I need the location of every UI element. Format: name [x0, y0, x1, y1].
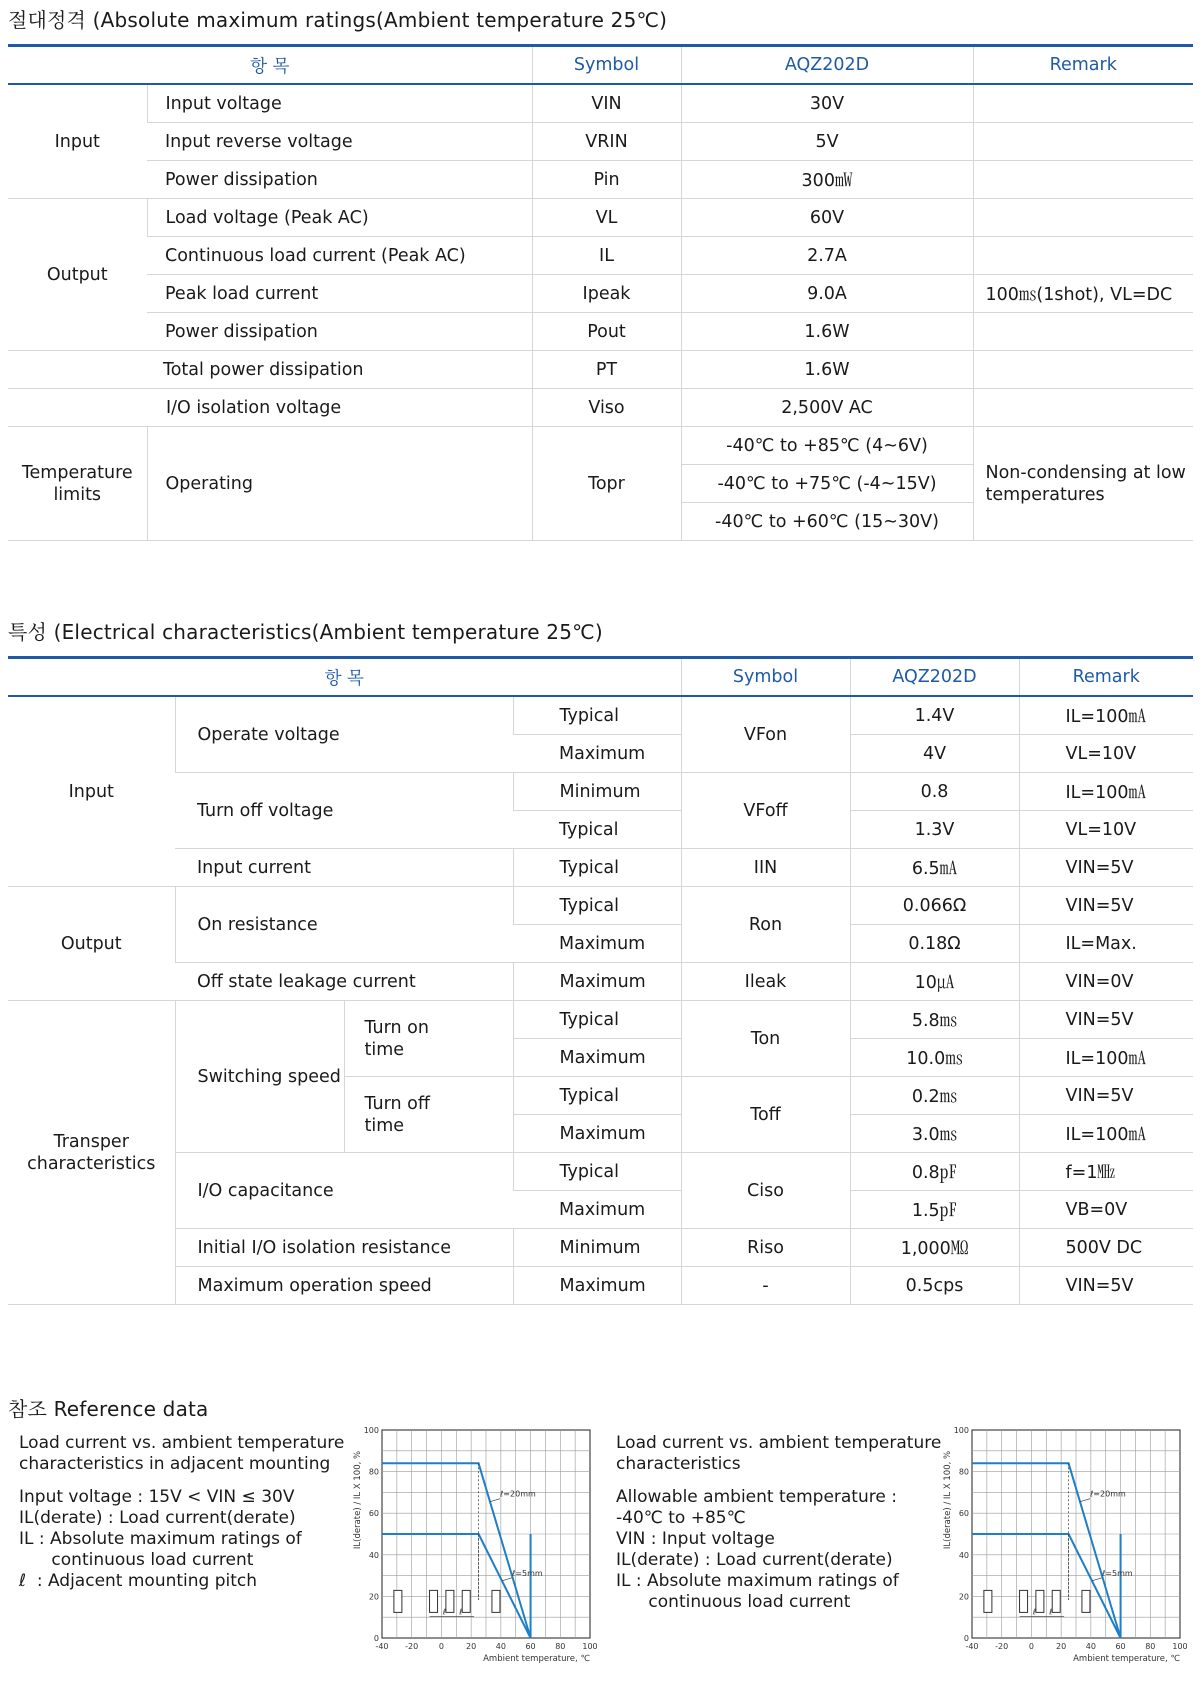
remark-cell: [973, 351, 1193, 389]
param-label: Initial I/O isolation resistance: [175, 1229, 513, 1267]
series-label: ℓ=5mm: [1101, 1568, 1133, 1578]
relay-package-icon: [446, 1590, 454, 1612]
param-label: Input voltage: [147, 84, 532, 123]
value-cell: 0.8: [850, 773, 1019, 811]
x-tick-label: 100: [1172, 1642, 1188, 1651]
remark-cell: VB=0V: [1019, 1191, 1193, 1229]
value-cell: 4V: [850, 735, 1019, 773]
abs-header-remark: Remark: [973, 46, 1193, 85]
y-tick-label: 60: [368, 1509, 379, 1519]
table-row: [8, 199, 1193, 237]
param-label: Power dissipation: [147, 161, 532, 199]
pitch-label: ℓ: [1032, 1607, 1037, 1617]
param-label: Input reverse voltage: [147, 123, 532, 161]
value-cell: 0.8㎊: [850, 1153, 1019, 1191]
param-label: Continuous load current (Peak AC): [147, 237, 532, 275]
condition-cell: Typical: [513, 1001, 681, 1039]
param-label: Operating: [147, 427, 532, 541]
value-cell: 5V: [681, 123, 973, 161]
group-label-output: Output: [8, 199, 147, 351]
remark-cell: [973, 313, 1193, 351]
ref-right-note: continuous load current: [616, 1592, 851, 1612]
relay-package-icon: [492, 1590, 500, 1612]
x-axis-label: Ambient temperature, ℃: [483, 1654, 590, 1664]
condition-cell: Minimum: [513, 1229, 681, 1267]
x-tick-label: 0: [438, 1642, 444, 1651]
table-row: [8, 1001, 1193, 1039]
table-row: [8, 84, 1193, 123]
table-row: [8, 161, 1193, 199]
ref-right-note: IL : Absolute maximum ratings of: [616, 1571, 899, 1591]
remark-cell: VL=10V: [1019, 735, 1193, 773]
param-label: I/O capacitance: [175, 1153, 513, 1229]
y-tick-label: 40: [958, 1550, 969, 1560]
ref-right-note: VIN : Input voltage: [616, 1529, 775, 1549]
condition-cell: Maximum: [513, 1115, 681, 1153]
x-tick-label: -40: [375, 1642, 389, 1651]
value-cell: 0.5cps: [850, 1267, 1019, 1305]
symbol-cell: VIN: [532, 84, 681, 123]
condition-cell: Maximum: [513, 735, 681, 773]
value-cell: 6.5㎃: [850, 849, 1019, 887]
y-tick-label: 80: [368, 1467, 379, 1477]
condition-cell: Maximum: [513, 1267, 681, 1305]
ref-left-note: IL : Absolute maximum ratings of: [19, 1529, 302, 1549]
symbol-cell: Ileak: [681, 963, 850, 1001]
table-row: [8, 887, 1193, 925]
group-label-input: Input: [8, 84, 147, 199]
value-cell: 1.6W: [681, 313, 973, 351]
y-tick-label: 80: [958, 1467, 969, 1477]
series-label: ℓ=20mm: [1090, 1489, 1126, 1499]
remark-cell: [973, 389, 1193, 427]
remark-cell: [973, 161, 1193, 199]
remark-cell: [973, 237, 1193, 275]
ref-right-note: -40℃ to +85℃: [616, 1508, 746, 1528]
group-label-transfer: Transper characteristics: [8, 1001, 175, 1305]
symbol-cell: Riso: [681, 1229, 850, 1267]
value-cell: 0.18Ω: [850, 925, 1019, 963]
y-tick-label: 0: [373, 1634, 379, 1643]
condition-cell: Typical: [513, 849, 681, 887]
elec-section-title: 특성 (Electrical characteristics(Ambient temperature 25℃): [8, 620, 603, 644]
table-row: [8, 1267, 1193, 1305]
symbol-cell: VFon: [681, 696, 850, 773]
value-cell: 3.0㎳: [850, 1115, 1019, 1153]
symbol-cell: VL: [532, 199, 681, 237]
derating-chart-adjacent: [346, 1420, 601, 1665]
y-tick-label: 40: [368, 1550, 379, 1560]
pitch-label: ℓ: [459, 1607, 463, 1617]
remark-cell: IL=100㎃: [1019, 773, 1193, 811]
remark-cell: 100㎳(1shot), VL=DC: [973, 275, 1193, 313]
remark-cell: VIN=5V: [1019, 1001, 1193, 1039]
elec-characteristics-table: [8, 656, 1193, 1305]
condition-cell: Typical: [513, 1077, 681, 1115]
table-row: [8, 237, 1193, 275]
abs-header-value: AQZ202D: [681, 46, 973, 85]
y-tick-label: 60: [958, 1509, 969, 1519]
param-label: Off state leakage current: [175, 963, 513, 1001]
elec-header-row: [8, 658, 1193, 697]
y-tick-label: 20: [958, 1592, 969, 1602]
value-cell: 1.4V: [850, 696, 1019, 735]
relay-package-icon: [1020, 1590, 1028, 1612]
x-tick-label: 80: [555, 1642, 566, 1651]
relay-package-icon: [984, 1590, 992, 1612]
condition-cell: Typical: [513, 1153, 681, 1191]
symbol-cell: Topr: [532, 427, 681, 541]
remark-cell: VIN=5V: [1019, 1077, 1193, 1115]
value-cell: -40℃ to +75℃ (-4~15V): [681, 465, 973, 503]
remark-cell: [973, 84, 1193, 123]
group-label-input: Input: [8, 696, 175, 887]
param-label: Power dissipation: [147, 313, 532, 351]
table-row: [8, 427, 1193, 465]
relay-package-icon: [462, 1590, 470, 1612]
ref-right-title-line: characteristics: [616, 1454, 741, 1474]
table-row: [8, 696, 1193, 735]
remark-cell: VIN=5V: [1019, 887, 1193, 925]
ref-left-note: continuous load current: [19, 1550, 254, 1570]
remark-cell: 500V DC: [1019, 1229, 1193, 1267]
x-tick-label: 80: [1145, 1642, 1156, 1651]
condition-cell: Typical: [513, 696, 681, 735]
symbol-cell: PT: [532, 351, 681, 389]
ref-right-note: IL(derate) : Load current(derate): [616, 1550, 893, 1570]
condition-cell: Maximum: [513, 1039, 681, 1077]
remark-cell: VL=10V: [1019, 811, 1193, 849]
remark-cell: [973, 123, 1193, 161]
symbol-cell: VFoff: [681, 773, 850, 849]
remark-cell: VIN=0V: [1019, 963, 1193, 1001]
remark-cell: IL=100㎃: [1019, 1115, 1193, 1153]
value-cell: 10㎂: [850, 963, 1019, 1001]
condition-cell: Minimum: [513, 773, 681, 811]
y-axis-label: IL(derate) / IL X 100, %: [353, 1450, 363, 1550]
value-cell: 1,000㏁: [850, 1229, 1019, 1267]
x-tick-label: 20: [466, 1642, 477, 1651]
table-row: [8, 963, 1193, 1001]
elec-header-symbol: Symbol: [681, 658, 850, 697]
elec-header-value: AQZ202D: [850, 658, 1019, 697]
value-cell: 10.0㎳: [850, 1039, 1019, 1077]
symbol-cell: Pout: [532, 313, 681, 351]
symbol-cell: Ciso: [681, 1153, 850, 1229]
abs-header-symbol: Symbol: [532, 46, 681, 85]
relay-package-icon: [430, 1590, 438, 1612]
table-row: [8, 773, 1193, 811]
value-cell: 300㎽: [681, 161, 973, 199]
value-cell: 1.6W: [681, 351, 973, 389]
abs-header-item: 항 목: [8, 46, 532, 85]
x-tick-label: -20: [995, 1642, 1009, 1651]
y-tick-label: 100: [953, 1426, 969, 1435]
condition-cell: Maximum: [513, 963, 681, 1001]
group-label-output: Output: [8, 887, 175, 1001]
derating-chart-svg: [936, 1420, 1191, 1665]
param-label: Maximum operation speed: [175, 1267, 513, 1305]
value-cell: -40℃ to +85℃ (4~6V): [681, 427, 973, 465]
ref-left-text: [19, 1433, 344, 1592]
condition-cell: Typical: [513, 811, 681, 849]
value-cell: 0.2㎳: [850, 1077, 1019, 1115]
symbol-cell: IIN: [681, 849, 850, 887]
pitch-label: ℓ: [1049, 1607, 1053, 1617]
x-tick-label: -40: [965, 1642, 979, 1651]
param-sublabel: Turn off time: [344, 1077, 513, 1153]
symbol-cell: Pin: [532, 161, 681, 199]
relay-package-icon: [1052, 1590, 1060, 1612]
value-cell: 2,500V AC: [681, 389, 973, 427]
value-cell: 60V: [681, 199, 973, 237]
condition-cell: Typical: [513, 887, 681, 925]
param-label: Turn off voltage: [175, 773, 513, 849]
condition-cell: Maximum: [513, 925, 681, 963]
elec-header-remark: Remark: [1019, 658, 1193, 697]
x-tick-label: 40: [1085, 1642, 1096, 1651]
param-sublabel: Turn on time: [344, 1001, 513, 1077]
remark-cell: IL=100㎃: [1019, 696, 1193, 735]
remark-cell: [973, 199, 1193, 237]
symbol-cell: Viso: [532, 389, 681, 427]
symbol-cell: Ton: [681, 1001, 850, 1077]
ref-left-title-line: characteristics in adjacent mounting: [19, 1454, 331, 1474]
ref-left-note: Input voltage : 15V < VIN ≤ 30V: [19, 1487, 295, 1507]
symbol-cell: Ipeak: [532, 275, 681, 313]
symbol-cell: Ron: [681, 887, 850, 963]
remark-cell: f=1㎒: [1019, 1153, 1193, 1191]
x-axis-label: Ambient temperature, ℃: [1073, 1654, 1180, 1664]
symbol-cell: VRIN: [532, 123, 681, 161]
elec-header-item: 항 목: [8, 658, 681, 697]
pitch-label: ℓ: [442, 1607, 447, 1617]
value-cell: 5.8㎳: [850, 1001, 1019, 1039]
symbol-cell: IL: [532, 237, 681, 275]
table-row: [8, 849, 1193, 887]
ref-right-title-line: Load current vs. ambient temperature: [616, 1433, 942, 1453]
value-cell: 30V: [681, 84, 973, 123]
param-label: Peak load current: [147, 275, 532, 313]
abs-ratings-table: [8, 44, 1193, 541]
x-tick-label: 0: [1028, 1642, 1034, 1651]
relay-package-icon: [394, 1590, 402, 1612]
value-cell: 1.5㎊: [850, 1191, 1019, 1229]
relay-package-icon: [1036, 1590, 1044, 1612]
x-tick-label: 60: [525, 1642, 536, 1651]
ref-left-title-line: Load current vs. ambient temperature: [19, 1433, 345, 1453]
table-row: [8, 275, 1193, 313]
param-label: Operate voltage: [175, 696, 513, 773]
table-row: [8, 123, 1193, 161]
value-cell: -40℃ to +60℃ (15~30V): [681, 503, 973, 541]
table-row: [8, 351, 1193, 389]
table-row: [8, 1229, 1193, 1267]
remark-cell: IL=Max.: [1019, 925, 1193, 963]
remark-cell: VIN=5V: [1019, 849, 1193, 887]
y-tick-label: 20: [368, 1592, 379, 1602]
table-row: [8, 313, 1193, 351]
x-tick-label: 20: [1056, 1642, 1067, 1651]
ref-right-text: [616, 1433, 941, 1613]
abs-header-row: [8, 46, 1193, 85]
table-row: [8, 389, 1193, 427]
ref-left-note: IL(derate) : Load current(derate): [19, 1508, 296, 1528]
value-cell: 1.3V: [850, 811, 1019, 849]
derating-chart-single: [936, 1420, 1191, 1665]
table-row: [8, 1153, 1193, 1191]
param-label: Input current: [175, 849, 513, 887]
value-cell: 2.7A: [681, 237, 973, 275]
symbol-cell: -: [681, 1267, 850, 1305]
condition-cell: Maximum: [513, 1191, 681, 1229]
x-tick-label: -20: [405, 1642, 419, 1651]
series-label: ℓ=20mm: [500, 1489, 536, 1499]
x-tick-label: 60: [1115, 1642, 1126, 1651]
param-label: Load voltage (Peak AC): [147, 199, 532, 237]
symbol-cell: Toff: [681, 1077, 850, 1153]
series-label: ℓ=5mm: [511, 1568, 543, 1578]
y-tick-label: 0: [963, 1634, 969, 1643]
remark-cell: IL=100㎃: [1019, 1039, 1193, 1077]
ref-right-note: Allowable ambient temperature :: [616, 1487, 897, 1507]
x-tick-label: 40: [495, 1642, 506, 1651]
y-axis-label: IL(derate) / IL X 100, %: [943, 1450, 953, 1550]
group-label-temperature: Temperature limits: [8, 427, 147, 541]
param-label: I/O isolation voltage: [8, 389, 532, 427]
param-label: On resistance: [175, 887, 513, 963]
param-label: Switching speed: [175, 1001, 344, 1153]
x-tick-label: 100: [582, 1642, 598, 1651]
y-tick-label: 100: [363, 1426, 379, 1435]
value-cell: 9.0A: [681, 275, 973, 313]
ref-left-note: ℓ : Adjacent mounting pitch: [19, 1571, 258, 1591]
value-cell: 0.066Ω: [850, 887, 1019, 925]
derating-chart-svg: [346, 1420, 601, 1665]
relay-package-icon: [1082, 1590, 1090, 1612]
remark-cell: Non-condensing at low temperatures: [973, 427, 1193, 541]
param-label: Total power dissipation: [8, 351, 532, 389]
remark-cell: VIN=5V: [1019, 1267, 1193, 1305]
ref-section-title: 참조 Reference data: [8, 1397, 209, 1421]
abs-section-title: 절대정격 (Absolute maximum ratings(Ambient temperature 25℃): [8, 8, 668, 32]
